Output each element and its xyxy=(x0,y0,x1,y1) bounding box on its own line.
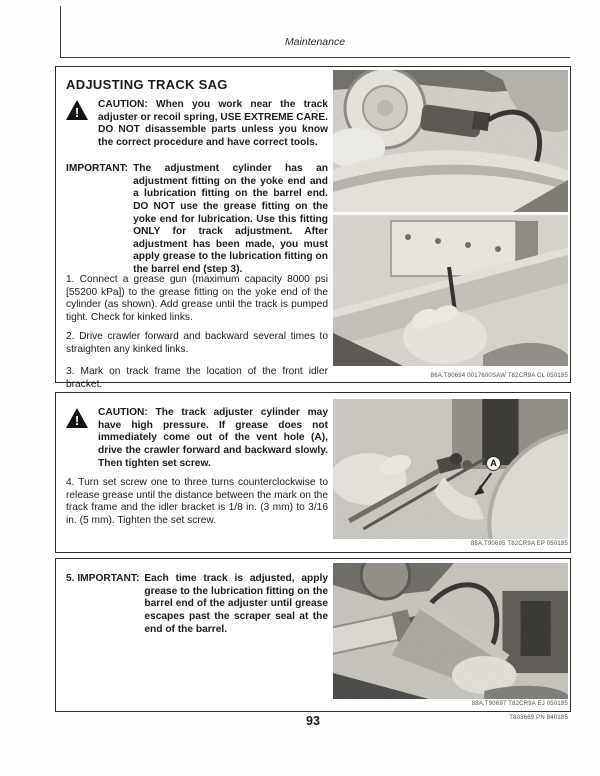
warning-triangle-icon xyxy=(66,99,90,150)
caution-text: The track adjuster cylinder may have high pressure. If grease does not immediately come out of the vent hole (A), drive the crawler forward and backward slowly. Then tighten set screw. xyxy=(98,407,328,469)
running-header: Maintenance xyxy=(284,36,346,48)
photo-grease-gun-yoke-end xyxy=(333,70,568,212)
photo-marking-track-frame xyxy=(333,215,568,366)
photo-grease-gun-barrel-end xyxy=(333,563,568,699)
section-lubricate-barrel-end xyxy=(55,558,571,712)
section-release-grease xyxy=(55,392,571,553)
caution-label: CAUTION: xyxy=(98,407,148,418)
caution-label: CAUTION: xyxy=(98,99,148,110)
warning-triangle-icon xyxy=(66,407,90,470)
step-1: 1. Connect a grease gun (maximum capacity 8000 psi [55200 kPa]) to the grease fitting on the yoke end of the cylinder (as shown). Add grease until the track is pumped tight. Check for kinked links. xyxy=(66,274,328,323)
step-3: 3. Mark on track frame the location of the front idler bracket. xyxy=(66,366,328,390)
photo-set-screw-vent-hole xyxy=(333,399,568,539)
photo-caption: 86A,T90694 0017600SAW T82CR9A CL 050185 xyxy=(430,373,568,379)
caution-paragraph xyxy=(98,99,328,150)
step-5-label: 5. IMPORTANT: xyxy=(66,573,140,584)
page-title: ADJUSTING TRACK SAG xyxy=(66,77,228,92)
section-adjusting-track-sag xyxy=(55,66,571,390)
callout-a-label: A xyxy=(486,456,501,471)
caution-paragraph xyxy=(98,407,328,470)
important-text: The adjustment cylinder has an adjustment fitting on the yoke end and a lubrication fitting on the barrel end. DO NOT use the grease fitting on the yoke end for lubrication. Use this fitting ONLY for track adjustment. After adjustment has been made, you must apply grease to the lubrication fitting on the barrel end (step 3). xyxy=(133,163,328,276)
header-rule-horizontal xyxy=(60,57,570,58)
svg-text:!: ! xyxy=(74,105,80,120)
step-5-text: Each time track is adjusted, apply grease to the lubrication fitting on the barrel end of the adjuster until grease escapes past the scraper seal at the end of the barrel. xyxy=(144,573,328,635)
header-rule-vertical xyxy=(60,6,61,57)
caution-text: When you work near the track adjuster or recoil spring, USE EXTREME CARE. DO NOT disassemble parts unless you know the correct procedure and have correct tools. xyxy=(98,99,328,148)
photo-caption: 88A,T90697 T82CR9A EJ 050185 xyxy=(471,701,568,707)
step-2: 2. Drive crawler forward and backward several times to straighten any kinked links. xyxy=(66,331,328,355)
step-4: 4. Turn set screw one to three turns counterclockwise to release grease until the distance between the mark on the track frame and the idler bracket is 1/8 in. (3 mm) to 3/16 in. (5 mm). Tighten the set screw. xyxy=(66,477,328,526)
page-number: 93 xyxy=(306,714,320,728)
photo-caption: 88A,T90695 T82CR9A EP 050185 xyxy=(470,541,568,547)
print-code: T803669 PN 840185 xyxy=(509,715,568,721)
svg-text:!: ! xyxy=(74,413,80,428)
important-label: IMPORTANT: xyxy=(66,163,129,174)
